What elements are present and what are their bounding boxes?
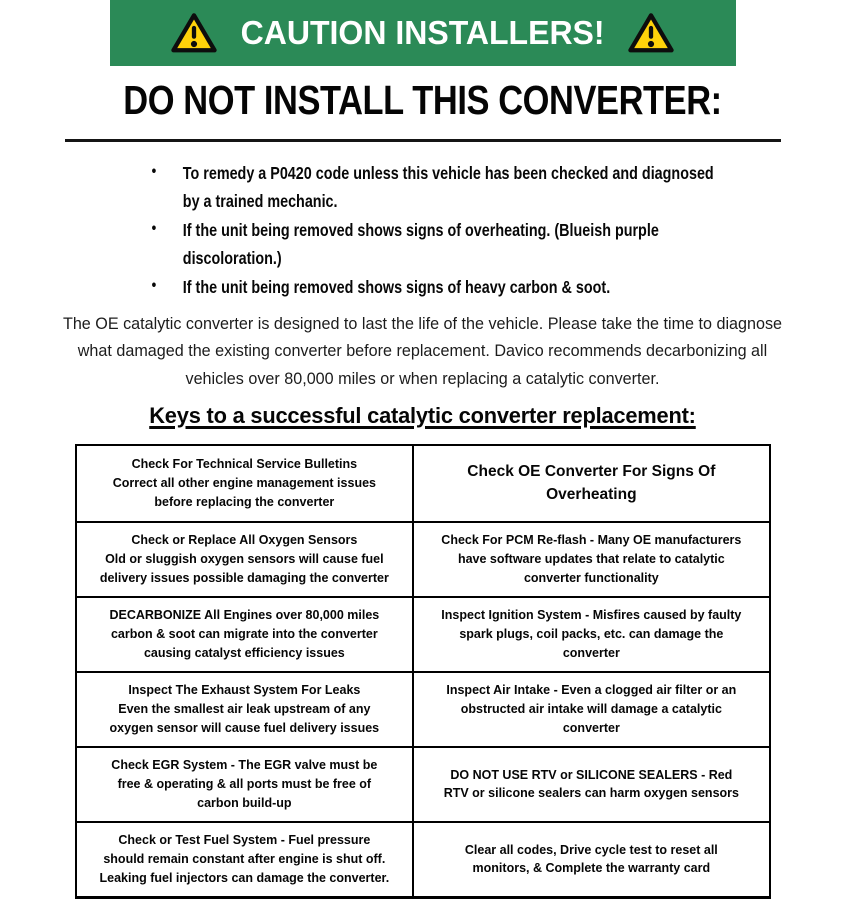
warning-item-text: If the unit being removed shows signs of heavy carbon & soot. — [182, 277, 611, 298]
warning-item — [150, 159, 716, 215]
cell-body: Inspect Air Intake - Even a clogged air filter or an obstructed air intake will damage a catalytic converter — [446, 683, 737, 735]
banner-label: CAUTION INSTALLERS! — [240, 14, 605, 51]
table-row — [77, 446, 769, 521]
keys-heading: Keys to a successful catalytic converter replacement: — [149, 402, 696, 428]
divider-rule — [65, 139, 781, 142]
caution-banner — [110, 0, 736, 66]
table-cell-left — [77, 823, 415, 896]
warning-triangle-icon — [627, 12, 675, 55]
cell-body: Clear all codes, Drive cycle test to reset all monitors, & Complete the warranty card — [464, 842, 718, 876]
table-cell-left — [77, 673, 415, 746]
advisory-paragraph — [21, 310, 824, 392]
table-cell-left — [77, 598, 415, 671]
cell-body: Inspect Ignition System - Misfires caused by faulty spark plugs, coil packs, etc. can damage the converter — [441, 608, 742, 660]
advisory-line: vehicles over 80,000 miles or when replacing a catalytic converter. — [185, 368, 660, 388]
keys-table — [75, 444, 771, 899]
warning-item — [150, 216, 716, 272]
table-cell-right — [414, 598, 768, 671]
cell-body: Old or sluggish oxygen sensors will cause fuel delivery issues possible damaging the converter — [99, 551, 389, 585]
cell-body: Check For PCM Re-flash - Many OE manufacturers have software updates that relate to catalytic converter functionality — [441, 533, 742, 585]
page-title: DO NOT INSTALL THIS CONVERTER: — [123, 77, 722, 123]
warnings-list — [150, 159, 716, 301]
cell-body: Correct all other engine management issues before replacing the converter — [112, 475, 376, 509]
cell-body: Check EGR System - The EGR valve must be free & operating & all ports must be free of carbon build-up — [111, 758, 378, 810]
cell-body: DECARBONIZE All Engines over 80,000 miles carbon & soot can migrate into the converter causing catalyst efficiency issues — [109, 608, 380, 660]
table-cell-right — [414, 748, 768, 821]
cell-body: Check or Test Fuel System - Fuel pressure should remain constant after engine is shut off. Leaking fuel injectors can damage the converter. — [99, 833, 390, 885]
cell-title: Inspect The Exhaust System For Leaks — [128, 683, 361, 698]
table-cell-right — [414, 823, 768, 896]
table-cell-right — [414, 446, 768, 521]
table-cell-left — [77, 748, 415, 821]
table-row — [77, 671, 769, 746]
table-cell-right — [414, 673, 768, 746]
cell-body: DO NOT USE RTV or SILICONE SEALERS - Red RTV or silicone sealers can harm oxygen sensors — [443, 767, 739, 801]
advisory-line: The OE catalytic converter is designed to last the life of the vehicle. Please take the time to diagnose — [62, 314, 783, 334]
table-row — [77, 521, 769, 596]
table-cell-right — [414, 523, 768, 596]
table-cell-left — [77, 523, 415, 596]
cell-body: Even the smallest air leak upstream of any oxygen sensor will cause fuel delivery issues — [109, 701, 380, 735]
warning-item-text: If the unit being removed shows signs of overheating. (Blueish purple discoloration.) — [182, 220, 659, 269]
warning-triangle-icon — [170, 12, 218, 55]
table-row — [77, 596, 769, 671]
cell-title: Check For Technical Service Bulletins — [131, 457, 358, 472]
advisory-line: what damaged the existing converter before replacement. Davico recommends decarbonizing all — [77, 341, 768, 361]
warning-item — [150, 273, 716, 301]
cell-body: Check OE Converter For Signs Of Overheating — [467, 463, 716, 504]
table-row — [77, 821, 769, 896]
warning-item-text: To remedy a P0420 code unless this vehicle has been checked and diagnosed by a trained mechanic. — [182, 163, 714, 212]
cell-title: Check or Replace All Oxygen Sensors — [131, 533, 358, 548]
table-row — [77, 746, 769, 821]
table-cell-left — [77, 446, 415, 521]
